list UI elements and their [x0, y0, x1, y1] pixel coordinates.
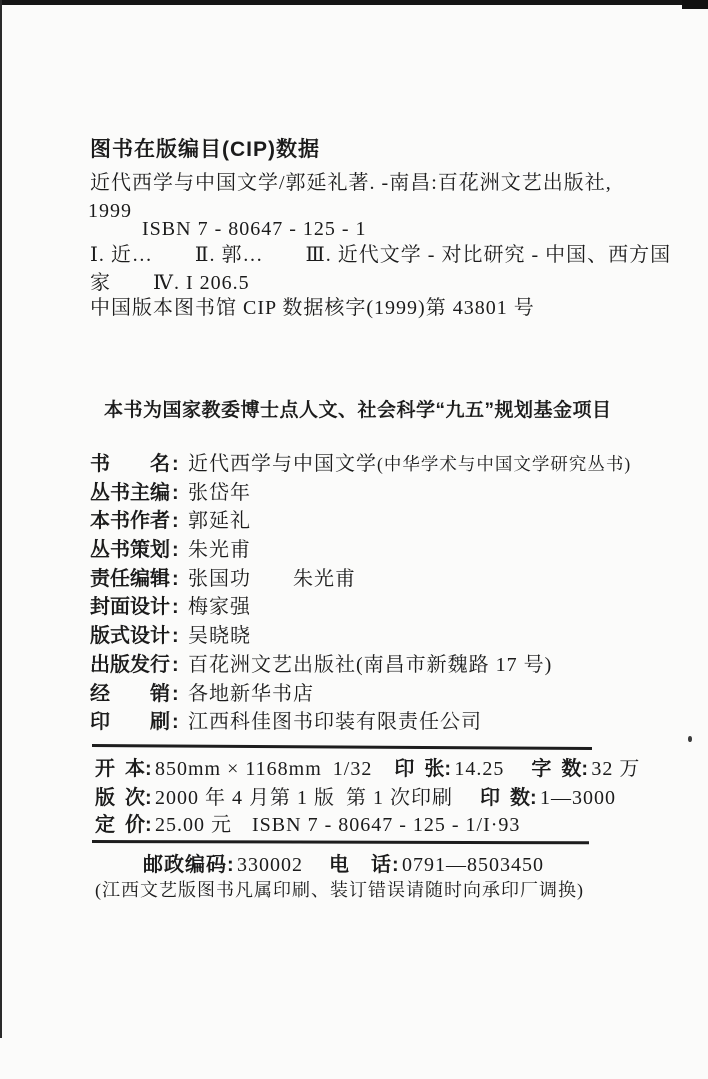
phone-value: 0791—8503450	[402, 854, 544, 876]
cip-title-line: 近代西学与中国文学/郭延礼著. -南昌:百花洲文艺出版社,	[90, 172, 612, 194]
spec-label-wordcount: 字 数	[531, 758, 582, 780]
info-value: 郭延礼	[188, 510, 251, 533]
spec-value-price: 25.00 元	[155, 814, 232, 836]
colon: :	[530, 787, 537, 809]
spec-line-price	[95, 813, 520, 837]
divider-rule-bottom	[92, 840, 589, 844]
info-row-responsible-editors	[90, 565, 631, 594]
colon: :	[444, 758, 451, 780]
info-value: 张岱年	[188, 481, 251, 504]
colon: :	[172, 682, 179, 705]
spec-value-sheets: 14.25	[454, 758, 505, 780]
cip-heading: 图书在版编目(CIP)数据	[90, 138, 320, 161]
scan-speck	[688, 736, 692, 742]
scan-edge-top-right	[682, 0, 708, 9]
spec-value-printrun: 1—3000	[540, 787, 616, 809]
misprint-disclaimer: (江西文艺版图书凡属印刷、装订错误请随时向承印厂调换)	[95, 880, 584, 900]
colon: :	[172, 567, 179, 590]
project-note: 本书为国家教委博士点人文、社会科学“九五”规划基金项目	[104, 400, 612, 421]
spec-line-edition	[95, 786, 616, 810]
info-label: 本书作者	[90, 510, 170, 533]
colon: :	[145, 814, 152, 836]
info-value: 朱光甫	[188, 539, 251, 562]
colon: :	[172, 596, 179, 619]
info-value-series: (中华学术与中国文学研究丛书)	[377, 454, 632, 474]
phone-label: 电 话	[329, 854, 392, 876]
info-label: 丛书主编	[90, 481, 170, 504]
spec-line-format	[95, 757, 640, 781]
info-value: 百花洲文艺出版社(南昌市新魏路 17 号)	[188, 653, 553, 676]
info-row-cover-design	[90, 593, 631, 622]
spec-value-format: 850mm × 1168mm 1/32	[155, 758, 373, 780]
colon: :	[581, 758, 588, 780]
info-label: 丛书策划	[90, 539, 170, 562]
colon: :	[145, 758, 152, 780]
cip-record-line: 中国版本图书馆 CIP 数据核字(1999)第 43801 号	[90, 297, 535, 319]
info-row-distributor	[90, 680, 631, 709]
colon: :	[227, 854, 235, 876]
info-row-series-planner	[90, 536, 631, 565]
info-value: 江西科佳图书印装有限责任公司	[188, 711, 482, 734]
info-row-printer	[90, 708, 631, 737]
colon: :	[145, 787, 152, 809]
postal-code-label: 邮政编码	[143, 854, 227, 876]
info-value: 各地新华书店	[188, 682, 314, 705]
info-value: 吴晓晓	[188, 625, 251, 648]
info-row-title	[90, 450, 631, 479]
colon: :	[172, 539, 179, 562]
cip-classification-line-1: Ⅰ. 近… Ⅱ. 郭… Ⅲ. 近代文学 - 对比研究 - 中国、西方国	[90, 244, 672, 266]
spec-label-sheets: 印 张	[394, 758, 445, 780]
info-row-series-editor	[90, 479, 631, 508]
info-label: 印 刷	[90, 711, 170, 734]
info-label: 书 名	[90, 453, 170, 475]
colon: :	[172, 453, 179, 475]
spec-isbn: ISBN 7 - 80647 - 125 - 1/I·93	[252, 814, 521, 836]
info-label: 责任编辑	[90, 567, 170, 590]
colon: :	[172, 625, 179, 648]
spec-label-price: 定 价	[95, 814, 145, 836]
cip-classification-line-2: 家 Ⅳ. I 206.5	[90, 272, 250, 294]
info-row-author	[90, 507, 631, 536]
colon: :	[172, 711, 179, 734]
spec-label-format: 开 本	[95, 758, 145, 780]
spec-label-edition: 版 次	[95, 787, 145, 809]
cip-year-line: 1999	[88, 200, 132, 222]
info-value: 张国功 朱光甫	[188, 567, 356, 590]
scan-edge-top	[0, 0, 708, 5]
scan-edge-left	[0, 0, 2, 1038]
spec-value-wordcount: 32 万	[591, 758, 641, 780]
info-label: 封面设计	[90, 596, 170, 619]
colon: :	[172, 653, 179, 676]
info-row-publisher	[90, 651, 631, 680]
info-label: 经 销	[90, 682, 170, 705]
postal-code-value: 330002	[237, 854, 303, 876]
book-info-list	[90, 450, 631, 737]
info-label: 版式设计	[90, 625, 170, 648]
colon: :	[172, 481, 179, 504]
spec-value-edition: 2000 年 4 月第 1 版 第 1 次印刷	[155, 787, 453, 809]
info-value: 梅家强	[188, 596, 251, 619]
cip-isbn-line: ISBN 7 - 80647 - 125 - 1	[142, 218, 367, 240]
info-value: 近代西学与中国文学	[188, 453, 377, 475]
divider-rule-top	[92, 744, 592, 750]
spec-label-printrun: 印 数	[480, 787, 530, 809]
info-label: 出版发行	[90, 653, 170, 676]
colon: :	[392, 854, 400, 876]
contact-line	[143, 853, 544, 877]
info-row-layout-design	[90, 622, 631, 651]
colon: :	[172, 510, 179, 533]
